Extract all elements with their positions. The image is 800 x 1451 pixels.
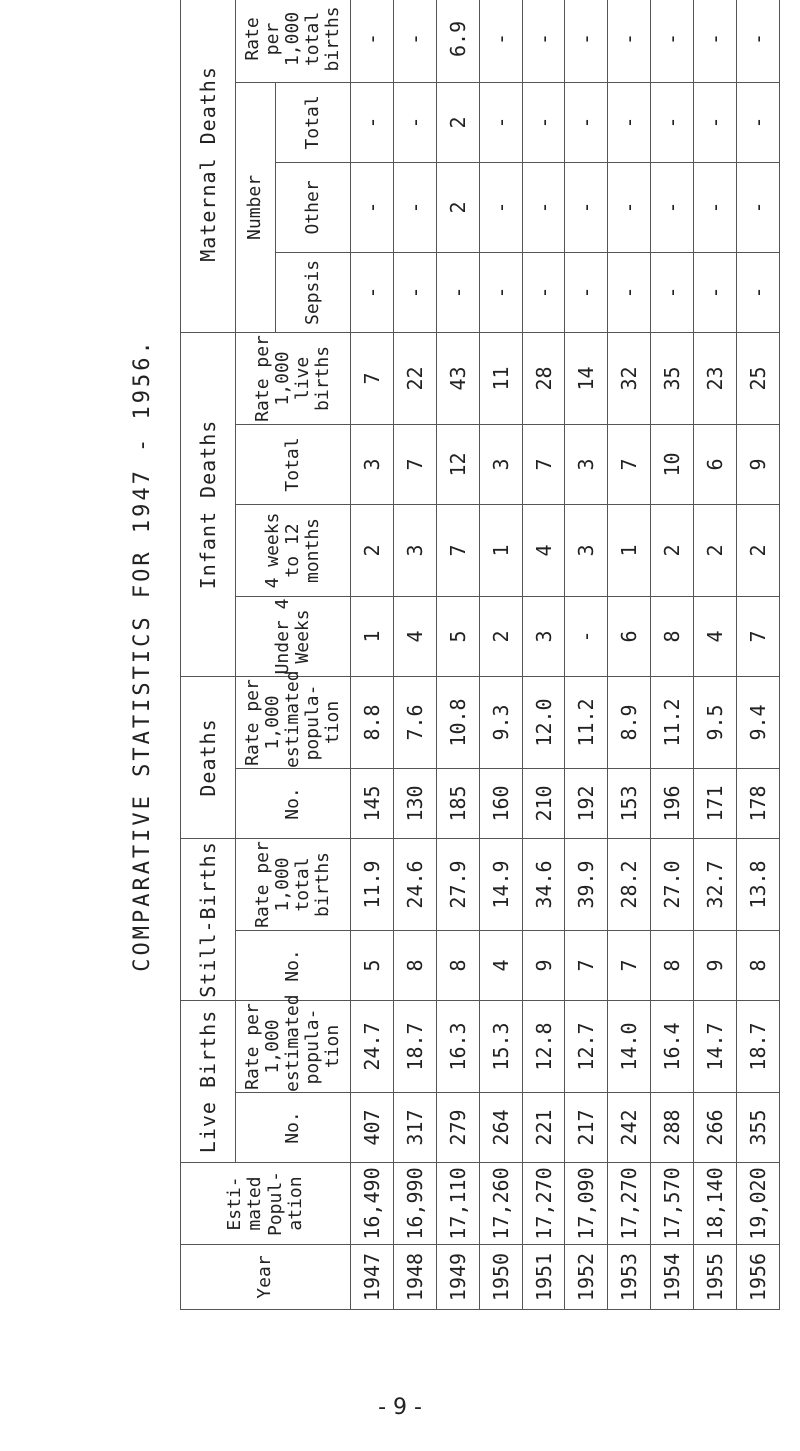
header-infant-rate: Rate per 1,000 live births <box>236 332 351 424</box>
cell-still-birth-rate: 24.6 <box>393 838 436 930</box>
cell-infant-total: 7 <box>608 424 651 504</box>
cell-infant-rate: 35 <box>651 332 694 424</box>
cell-still-birth-rate: 34.6 <box>522 838 565 930</box>
cell-live-births: 288 <box>651 1093 694 1163</box>
cell-live-births: 279 <box>436 1093 479 1163</box>
cell-still-birth-rate: 39.9 <box>565 838 608 930</box>
cell-still-births: 9 <box>522 930 565 1000</box>
cell-live-birth-rate: 12.8 <box>522 1000 565 1092</box>
table-row <box>608 0 651 1310</box>
cell-other: - <box>737 162 780 252</box>
cell-infant-total: 12 <box>436 424 479 504</box>
cell-deaths: 145 <box>351 768 394 838</box>
cell-maternal-total: - <box>565 82 608 162</box>
cell-other: - <box>522 162 565 252</box>
header-live-no: No. <box>236 1093 351 1163</box>
cell-population: 17,110 <box>436 1163 479 1245</box>
cell-infant-total: 6 <box>694 424 737 504</box>
cell-4-weeks-to-12-months: 1 <box>608 504 651 596</box>
cell-live-birth-rate: 18.7 <box>393 1000 436 1092</box>
cell-other: - <box>608 162 651 252</box>
cell-death-rate: 7.6 <box>393 676 436 768</box>
cell-maternal-total: - <box>393 82 436 162</box>
cell-sepsis: - <box>694 252 737 332</box>
cell-sepsis: - <box>737 252 780 332</box>
cell-still-births: 7 <box>565 930 608 1000</box>
cell-infant-total: 7 <box>522 424 565 504</box>
cell-death-rate: 8.8 <box>351 676 394 768</box>
cell-other: - <box>479 162 522 252</box>
header-maternal-total: Total <box>276 82 351 162</box>
cell-live-birth-rate: 18.7 <box>737 1000 780 1092</box>
cell-sepsis: - <box>565 252 608 332</box>
cell-still-births: 8 <box>737 930 780 1000</box>
cell-year: 1950 <box>479 1245 522 1310</box>
cell-under-4-weeks: 2 <box>479 596 522 676</box>
cell-population: 17,570 <box>651 1163 694 1245</box>
header-under-4-weeks: Under 4 Weeks <box>236 596 351 676</box>
header-live-rate: Rate per 1,000 estimated popula-tion <box>236 1000 351 1092</box>
cell-maternal-total: - <box>479 82 522 162</box>
cell-maternal-total: - <box>522 82 565 162</box>
cell-live-births: 317 <box>393 1093 436 1163</box>
header-death-no: No. <box>236 768 351 838</box>
page-number: - 9 - <box>378 1395 422 1420</box>
header-maternal-number: Number <box>236 82 276 332</box>
cell-maternal-rate: 6.9 <box>436 0 479 82</box>
table-row <box>436 0 479 1310</box>
cell-still-birth-rate: 11.9 <box>351 838 394 930</box>
header-year: Year <box>181 1245 351 1310</box>
cell-maternal-rate: - <box>351 0 394 82</box>
cell-year: 1952 <box>565 1245 608 1310</box>
cell-4-weeks-to-12-months: 2 <box>351 504 394 596</box>
cell-maternal-total: - <box>651 82 694 162</box>
cell-live-births: 355 <box>737 1093 780 1163</box>
table-row <box>393 0 436 1310</box>
cell-4-weeks-to-12-months: 2 <box>737 504 780 596</box>
cell-4-weeks-to-12-months: 3 <box>565 504 608 596</box>
cell-sepsis: - <box>393 252 436 332</box>
cell-other: 2 <box>436 162 479 252</box>
cell-deaths: 178 <box>737 768 780 838</box>
cell-population: 17,270 <box>608 1163 651 1245</box>
cell-population: 16,990 <box>393 1163 436 1245</box>
cell-infant-rate: 23 <box>694 332 737 424</box>
cell-under-4-weeks: 7 <box>737 596 780 676</box>
cell-year: 1954 <box>651 1245 694 1310</box>
cell-deaths: 210 <box>522 768 565 838</box>
cell-maternal-total: - <box>737 82 780 162</box>
cell-maternal-rate: - <box>694 0 737 82</box>
cell-infant-total: 9 <box>737 424 780 504</box>
cell-death-rate: 9.4 <box>737 676 780 768</box>
header-live-births: Live Births <box>181 1000 236 1162</box>
header-maternal-rate: Rate per 1,000 total births <box>236 0 351 82</box>
cell-year: 1951 <box>522 1245 565 1310</box>
cell-death-rate: 9.3 <box>479 676 522 768</box>
cell-sepsis: - <box>351 252 394 332</box>
cell-deaths: 160 <box>479 768 522 838</box>
cell-maternal-rate: - <box>565 0 608 82</box>
cell-live-birth-rate: 14.0 <box>608 1000 651 1092</box>
cell-4-weeks-to-12-months: 2 <box>694 504 737 596</box>
cell-under-4-weeks: 4 <box>393 596 436 676</box>
cell-sepsis: - <box>651 252 694 332</box>
cell-still-births: 8 <box>651 930 694 1000</box>
cell-sepsis: - <box>522 252 565 332</box>
cell-maternal-total: - <box>694 82 737 162</box>
cell-infant-rate: 7 <box>351 332 394 424</box>
cell-maternal-rate: - <box>651 0 694 82</box>
cell-sepsis: - <box>479 252 522 332</box>
header-sepsis: Sepsis <box>276 252 351 332</box>
table-row <box>565 0 608 1310</box>
cell-still-birth-rate: 32.7 <box>694 838 737 930</box>
cell-maternal-total: 2 <box>436 82 479 162</box>
cell-population: 17,090 <box>565 1163 608 1245</box>
cell-still-births: 8 <box>436 930 479 1000</box>
cell-infant-total: 3 <box>565 424 608 504</box>
table-row <box>522 0 565 1310</box>
cell-4-weeks-to-12-months: 4 <box>522 504 565 596</box>
table-row <box>351 0 394 1310</box>
cell-live-births: 264 <box>479 1093 522 1163</box>
cell-death-rate: 11.2 <box>651 676 694 768</box>
header-still-births: Still-Births <box>181 838 236 1000</box>
cell-death-rate: 11.2 <box>565 676 608 768</box>
cell-maternal-rate: - <box>608 0 651 82</box>
cell-maternal-total: - <box>351 82 394 162</box>
cell-under-4-weeks: 1 <box>351 596 394 676</box>
cell-live-birth-rate: 24.7 <box>351 1000 394 1092</box>
cell-infant-total: 7 <box>393 424 436 504</box>
cell-live-births: 221 <box>522 1093 565 1163</box>
cell-other: - <box>351 162 394 252</box>
cell-4-weeks-to-12-months: 3 <box>393 504 436 596</box>
cell-live-birth-rate: 14.7 <box>694 1000 737 1092</box>
header-infant-total: Total <box>236 424 351 504</box>
cell-year: 1956 <box>737 1245 780 1310</box>
cell-death-rate: 10.8 <box>436 676 479 768</box>
cell-year: 1949 <box>436 1245 479 1310</box>
cell-population: 16,490 <box>351 1163 394 1245</box>
cell-other: - <box>393 162 436 252</box>
cell-deaths: 185 <box>436 768 479 838</box>
cell-year: 1953 <box>608 1245 651 1310</box>
cell-still-births: 7 <box>608 930 651 1000</box>
cell-infant-rate: 25 <box>737 332 780 424</box>
table-row <box>694 0 737 1310</box>
cell-deaths: 130 <box>393 768 436 838</box>
header-still-rate: Rate per 1,000 total births <box>236 838 351 930</box>
cell-under-4-weeks: 3 <box>522 596 565 676</box>
cell-population: 17,270 <box>522 1163 565 1245</box>
cell-infant-total: 3 <box>351 424 394 504</box>
page-title: COMPARATIVE STATISTICS FOR 1947 - 1956. <box>130 338 155 972</box>
header-infant-deaths: Infant Deaths <box>181 332 236 676</box>
rotated-statistics-sheet <box>120 0 780 1310</box>
cell-infant-rate: 22 <box>393 332 436 424</box>
header-maternal-deaths: Maternal Deaths <box>181 0 236 332</box>
cell-deaths: 153 <box>608 768 651 838</box>
cell-live-births: 266 <box>694 1093 737 1163</box>
table-row <box>651 0 694 1310</box>
cell-still-birth-rate: 28.2 <box>608 838 651 930</box>
cell-maternal-rate: - <box>522 0 565 82</box>
cell-still-birth-rate: 13.8 <box>737 838 780 930</box>
cell-population: 18,140 <box>694 1163 737 1245</box>
table-row <box>737 0 780 1310</box>
cell-live-births: 242 <box>608 1093 651 1163</box>
cell-maternal-total: - <box>608 82 651 162</box>
cell-live-birth-rate: 16.3 <box>436 1000 479 1092</box>
cell-deaths: 192 <box>565 768 608 838</box>
cell-deaths: 196 <box>651 768 694 838</box>
cell-still-birth-rate: 27.0 <box>651 838 694 930</box>
cell-still-births: 8 <box>393 930 436 1000</box>
cell-still-birth-rate: 27.9 <box>436 838 479 930</box>
cell-live-birth-rate: 16.4 <box>651 1000 694 1092</box>
header-deaths: Deaths <box>181 676 236 838</box>
cell-death-rate: 12.0 <box>522 676 565 768</box>
cell-4-weeks-to-12-months: 1 <box>479 504 522 596</box>
cell-population: 17,260 <box>479 1163 522 1245</box>
cell-infant-rate: 32 <box>608 332 651 424</box>
cell-live-birth-rate: 15.3 <box>479 1000 522 1092</box>
cell-death-rate: 9.5 <box>694 676 737 768</box>
cell-infant-total: 3 <box>479 424 522 504</box>
header-other: Other <box>276 162 351 252</box>
header-death-rate: Rate per 1,000 estimated popula-tion <box>236 676 351 768</box>
cell-live-births: 407 <box>351 1093 394 1163</box>
cell-population: 19,020 <box>737 1163 780 1245</box>
cell-4-weeks-to-12-months: 2 <box>651 504 694 596</box>
cell-under-4-weeks: 6 <box>608 596 651 676</box>
cell-death-rate: 8.9 <box>608 676 651 768</box>
header-4-weeks-to-12-months: 4 weeks to 12 months <box>236 504 351 596</box>
cell-under-4-weeks: - <box>565 596 608 676</box>
cell-infant-total: 10 <box>651 424 694 504</box>
cell-under-4-weeks: 4 <box>694 596 737 676</box>
cell-deaths: 171 <box>694 768 737 838</box>
cell-still-birth-rate: 14.9 <box>479 838 522 930</box>
cell-year: 1948 <box>393 1245 436 1310</box>
cell-maternal-rate: - <box>737 0 780 82</box>
header-population: Esti-mated Popul-ation <box>181 1163 351 1245</box>
table-row <box>479 0 522 1310</box>
comparative-statistics-table <box>180 0 780 1310</box>
cell-other: - <box>694 162 737 252</box>
cell-infant-rate: 43 <box>436 332 479 424</box>
cell-infant-rate: 14 <box>565 332 608 424</box>
cell-4-weeks-to-12-months: 7 <box>436 504 479 596</box>
cell-maternal-rate: - <box>479 0 522 82</box>
cell-still-births: 5 <box>351 930 394 1000</box>
cell-live-birth-rate: 12.7 <box>565 1000 608 1092</box>
cell-other: - <box>565 162 608 252</box>
cell-live-births: 217 <box>565 1093 608 1163</box>
cell-year: 1955 <box>694 1245 737 1310</box>
cell-still-births: 9 <box>694 930 737 1000</box>
cell-under-4-weeks: 8 <box>651 596 694 676</box>
cell-sepsis: - <box>608 252 651 332</box>
header-still-no: No. <box>236 930 351 1000</box>
cell-sepsis: - <box>436 252 479 332</box>
cell-still-births: 4 <box>479 930 522 1000</box>
cell-infant-rate: 11 <box>479 332 522 424</box>
cell-year: 1947 <box>351 1245 394 1310</box>
cell-other: - <box>651 162 694 252</box>
cell-under-4-weeks: 5 <box>436 596 479 676</box>
cell-maternal-rate: - <box>393 0 436 82</box>
cell-infant-rate: 28 <box>522 332 565 424</box>
